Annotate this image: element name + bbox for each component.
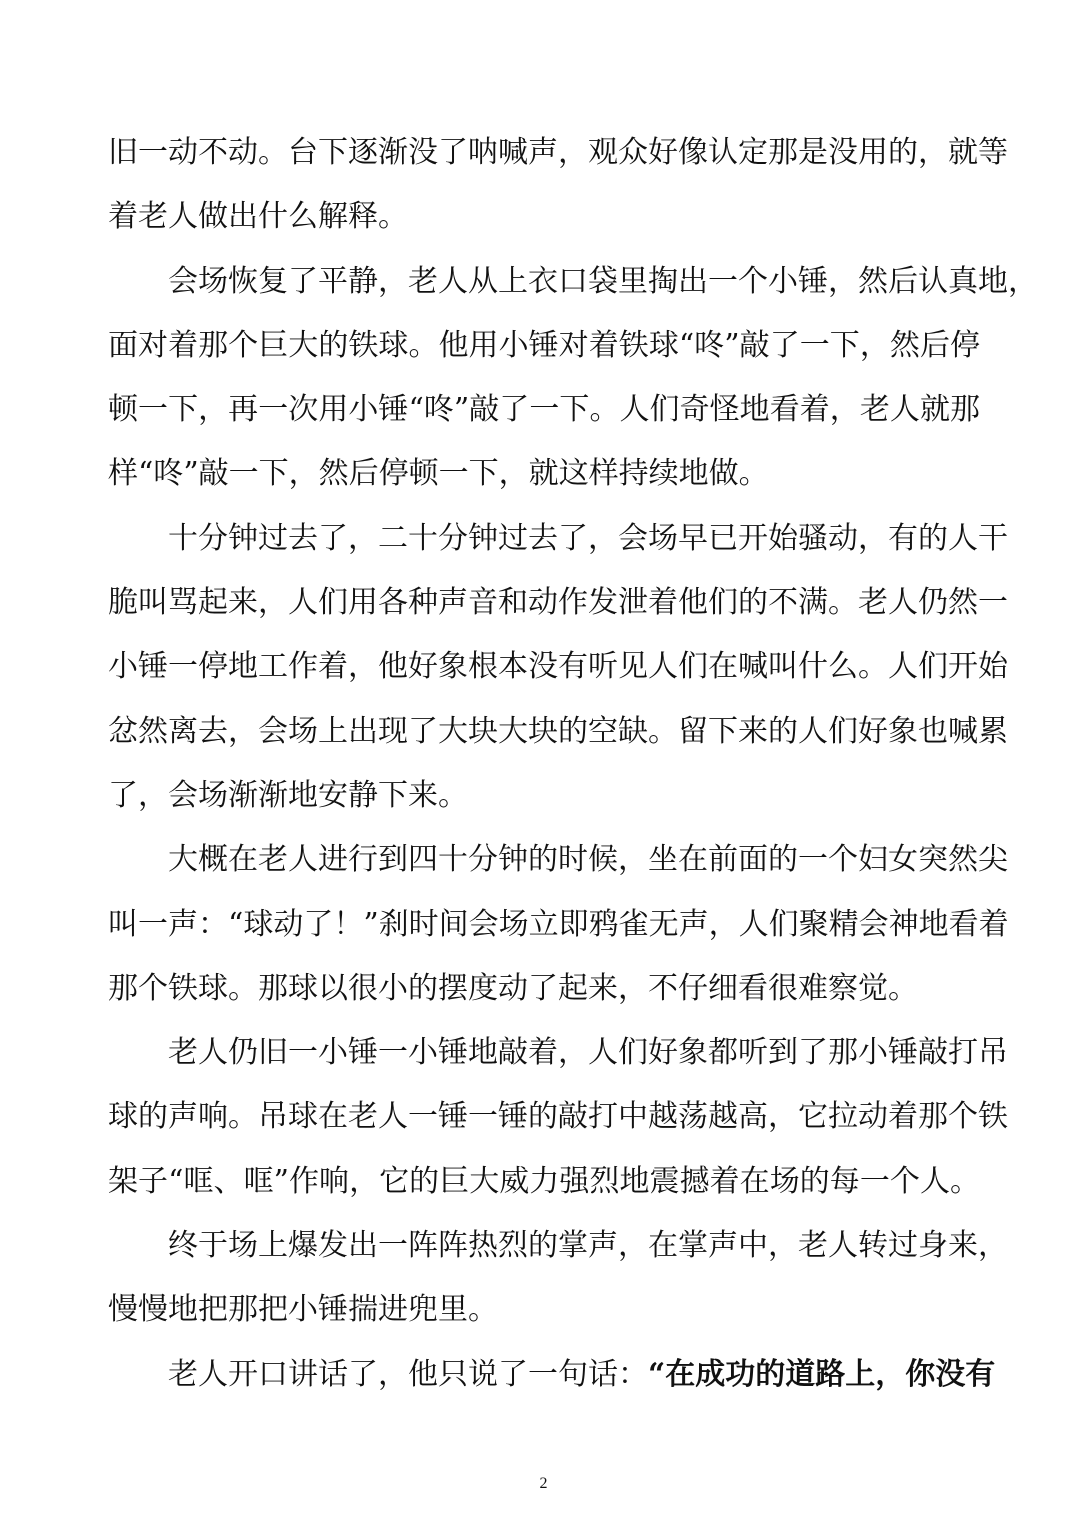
text-line: 慢慢地把那把小锤揣进兜里。 (108, 1292, 498, 1328)
text-line: 忿然离去，会场上出现了大块大块的空缺。留下来的人们好象也喊累 (108, 713, 1008, 749)
text-line: 老人仍旧一小锤一小锤地敲着，人们好象都听到了那小锤敲打吊 (168, 1035, 1008, 1071)
last-line-bold-quote: “在成功的道路上，你没有 (648, 1356, 996, 1392)
body-text (108, 121, 1038, 1407)
text-line: 十分钟过去了，二十分钟过去了，会场早已开始骚动，有的人干 (168, 520, 1008, 556)
text-line: 旧一动不动。台下逐渐没了呐喊声，观众好像认定那是没用的，就等 (108, 135, 1008, 170)
text-line: 叫一声：“球动了！”刹时间会场立即鸦雀无声，人们聚精会神地看着 (108, 906, 1009, 942)
text-line: 面对着那个巨大的铁球。他用小锤对着铁球“咚”敲了一下，然后停 (108, 327, 980, 363)
text-line: 大概在老人进行到四十分钟的时候，坐在前面的一个妇女突然尖 (168, 842, 1008, 878)
text-line: 脆叫骂起来，人们用各种声音和动作发泄着他们的不满。老人仍然一 (108, 585, 1008, 621)
text-line: 终于场上爆发出一阵阵热烈的掌声，在掌声中，老人转过身来， (168, 1228, 1008, 1264)
text-line: 小锤一停地工作着，他好象根本没有听见人们在喊叫什么。人们开始 (108, 649, 1008, 685)
text-line: 会场恢复了平静，老人从上衣口袋里掏出一个小锤，然后认真地， (168, 263, 1038, 299)
text-line: 顿一下，再一次用小锤“咚”敲了一下。人们奇怪地看着，老人就那 (108, 392, 980, 428)
text-line: 球的声响。吊球在老人一锤一锤的敲打中越荡越高，它拉动着那个铁 (108, 1099, 1008, 1135)
text-line: 了，会场渐渐地安静下来。 (108, 777, 468, 813)
last-line-normal-text: 老人开口讲话了，他只说了一句话： (168, 1356, 648, 1392)
text-line: 着老人做出什么解释。 (108, 199, 408, 235)
text-line: 架子“哐、哐”作响，它的巨大威力强烈地震撼着在场的每一个人。 (108, 1163, 980, 1199)
text-line: 样“咚”敲一下，然后停顿一下，就这样持续地做。 (108, 456, 769, 492)
page-number: 2 (539, 1475, 548, 1492)
last-text-line (108, 1343, 996, 1407)
text-line: 那个铁球。那球以很小的摆度动了起来，不仔细看很难察觉。 (108, 970, 918, 1006)
